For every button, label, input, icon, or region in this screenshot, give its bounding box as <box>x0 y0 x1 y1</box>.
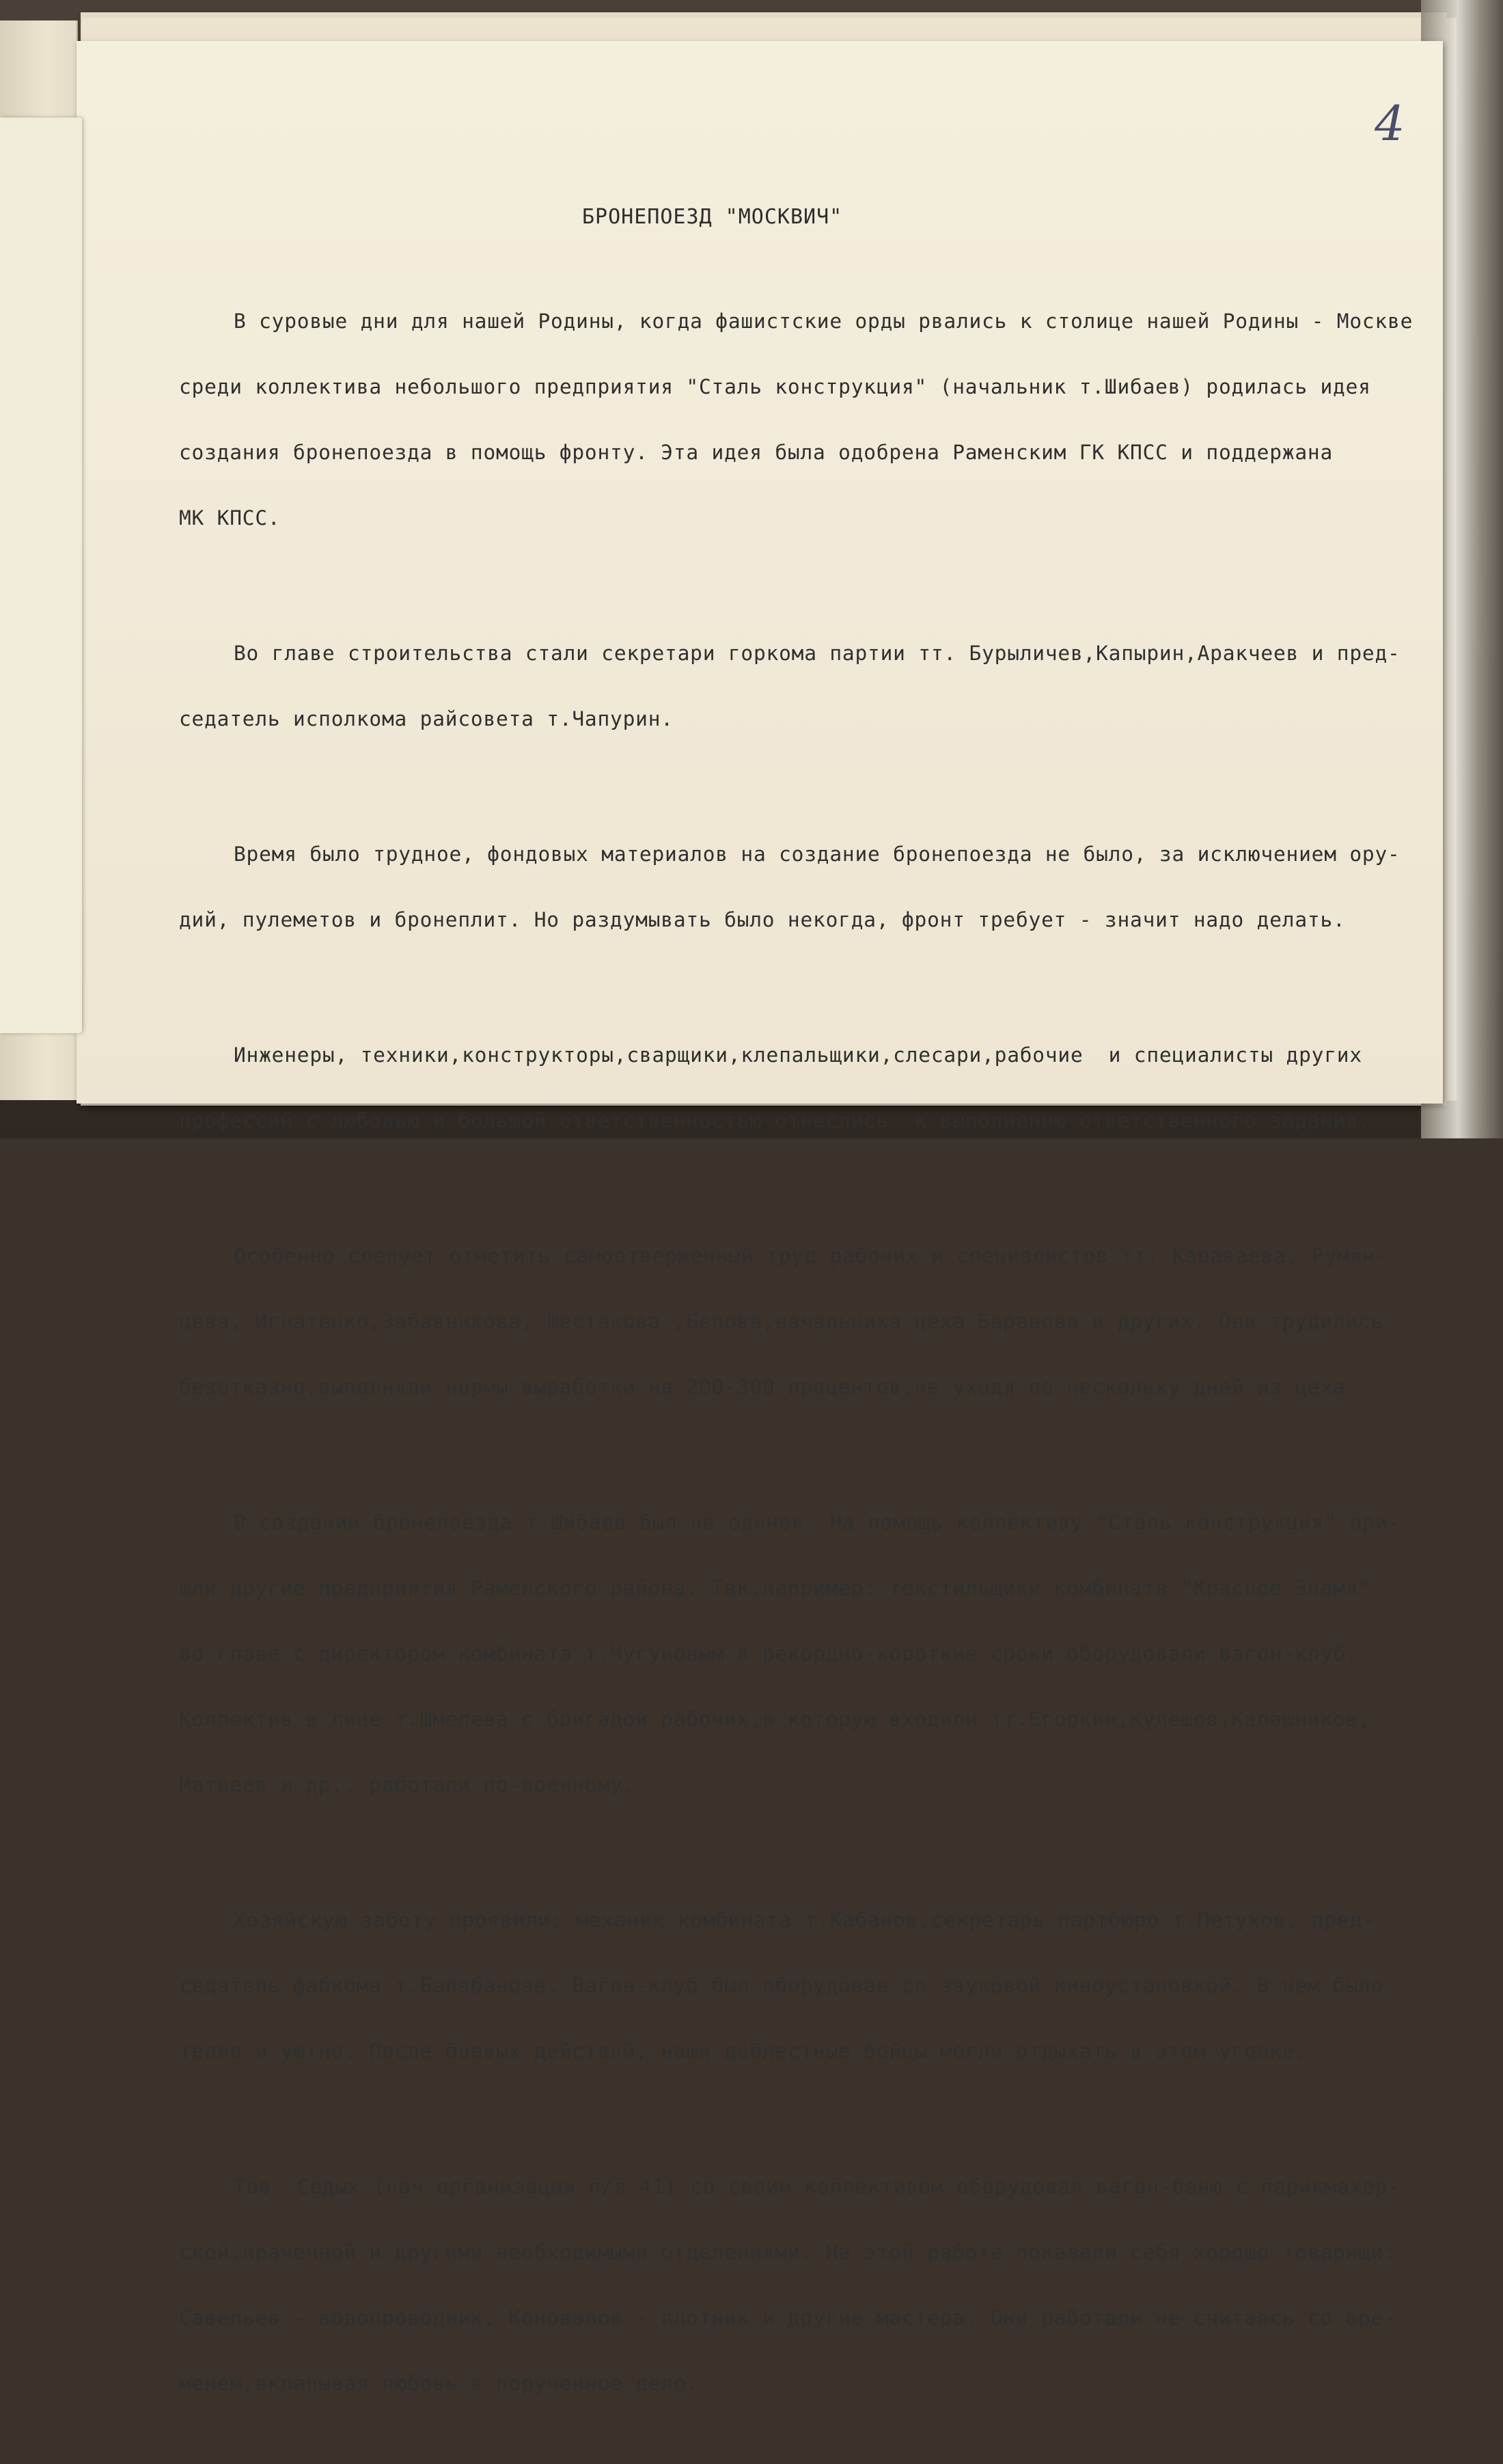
text-line: безотказно,выполняли нормы выработки на 200-300 процентов,не уходя по нескольку дней из цеха. <box>179 1375 1359 1399</box>
text-line: Хозяйскую заботу проявили; механик комбината т.Кабанов,секретарь партбюро т.Петухов, пред- <box>234 1908 1375 1932</box>
document-body <box>179 266 1429 2464</box>
paragraph-8 <box>179 2132 1429 2438</box>
paragraph-6 <box>179 1468 1429 1839</box>
text-line: В суровые дни для нашей Родины, когда фашистские орды рвались к столице нашей Родины - Москве <box>234 310 1414 333</box>
text-line: Инженеры, техники,конструкторы,сварщики,клепальщики,слесари,рабочие и специалисты других <box>234 1043 1362 1067</box>
text-line: дий, пулеметов и бронеплит. Но раздумывать было некогда, фронт требует - значит надо делать. <box>179 908 1346 931</box>
text-line: ской,прачечной и другими необходимыми отделениями. На этой работе показали себя хорошо товарищи: <box>179 2241 1396 2264</box>
paragraph-2 <box>179 599 1429 774</box>
text-line: цева, Игнатенко,Забавникова, Шестакова ,Белова,начальника цеха Баранова и других. Они трудились <box>179 1310 1384 1333</box>
text-line: седатель фабкома т.Балабанова. Вагон-клуб был оборудован со звуковой киноустановкой. В нем было <box>179 1974 1384 1997</box>
paragraph-7 <box>179 1865 1429 2106</box>
text-line: Во главе строительства стали секретари горкома партии тт. Бурыличев,Капырин,Аракчеев и пред- <box>234 642 1401 665</box>
text-line: Матвеев и др., работали по-военному. <box>179 1773 636 1796</box>
binder-spine-strip <box>0 118 82 1033</box>
text-line: среди коллектива небольшого предприятия "Сталь конструкция" (начальник т.Шибаев) родилась идея <box>179 375 1371 398</box>
page-number: 4 <box>1375 96 1405 152</box>
text-line: В создании бронепоезда т.Шибаев был не одинок. На помощь коллективу "Сталь конструкция" при- <box>234 1511 1401 1534</box>
text-line: Тов. Седых (нач.организации п/я 41) со своим коллективом оборудовал вагон-баню с парикмахер- <box>234 2175 1401 2198</box>
paragraph-4 <box>179 1000 1429 1175</box>
document-title: БРОНЕПОЕЗД "МОСКВИЧ" <box>582 205 843 229</box>
paragraph-3 <box>179 799 1429 974</box>
text-line: профессий с любовью и большой ответственностью отнеслись к выполнению ответственного задания. <box>179 1109 1371 1132</box>
text-line: Коллектив в лице т.Шмелева с бригадой рабочих,в которую входили тт.Егоркин,Кулешов,Калашников, <box>179 1708 1371 1731</box>
text-line: тепло и уютно. После боевых действий, наши доблестные бойцы могли отдыхать в этом уголке. <box>179 2040 1308 2063</box>
text-line: создания бронепоезда в помощь фронту. Эта идея была одобрена Раменским ГК КПСС и поддержана <box>179 441 1334 464</box>
text-line: менем,вкладывая любовь в порученное дело. <box>179 2372 699 2395</box>
text-line: Савельев - водопроводник, Коновалов - плотник и другие мастера. Они работали не считаясь со вре- <box>179 2306 1396 2329</box>
text-line: шли другие предприятия Раменского района. Так,например: текстильщики комбината "Красное Знамя" <box>179 1576 1371 1600</box>
text-line: во главе с директором комбината т.Чугуновым в рекордно-короткие сроки оборудовали вагон-клуб. <box>179 1642 1359 1665</box>
text-line: седатель исполкома райсовета т.Чапурин. <box>179 707 674 730</box>
text-line: МК КПСС. <box>179 506 281 530</box>
paragraph-5 <box>179 1201 1429 1442</box>
text-line: Особенно следует отметить самоотверженный труд рабочих и специалистов тт. Караваева, Румян- <box>234 1244 1388 1268</box>
text-line: Время было трудное, фондовых материалов на создание бронепоезда не было, за исключением ору- <box>234 843 1401 866</box>
paragraph-1 <box>179 266 1429 573</box>
